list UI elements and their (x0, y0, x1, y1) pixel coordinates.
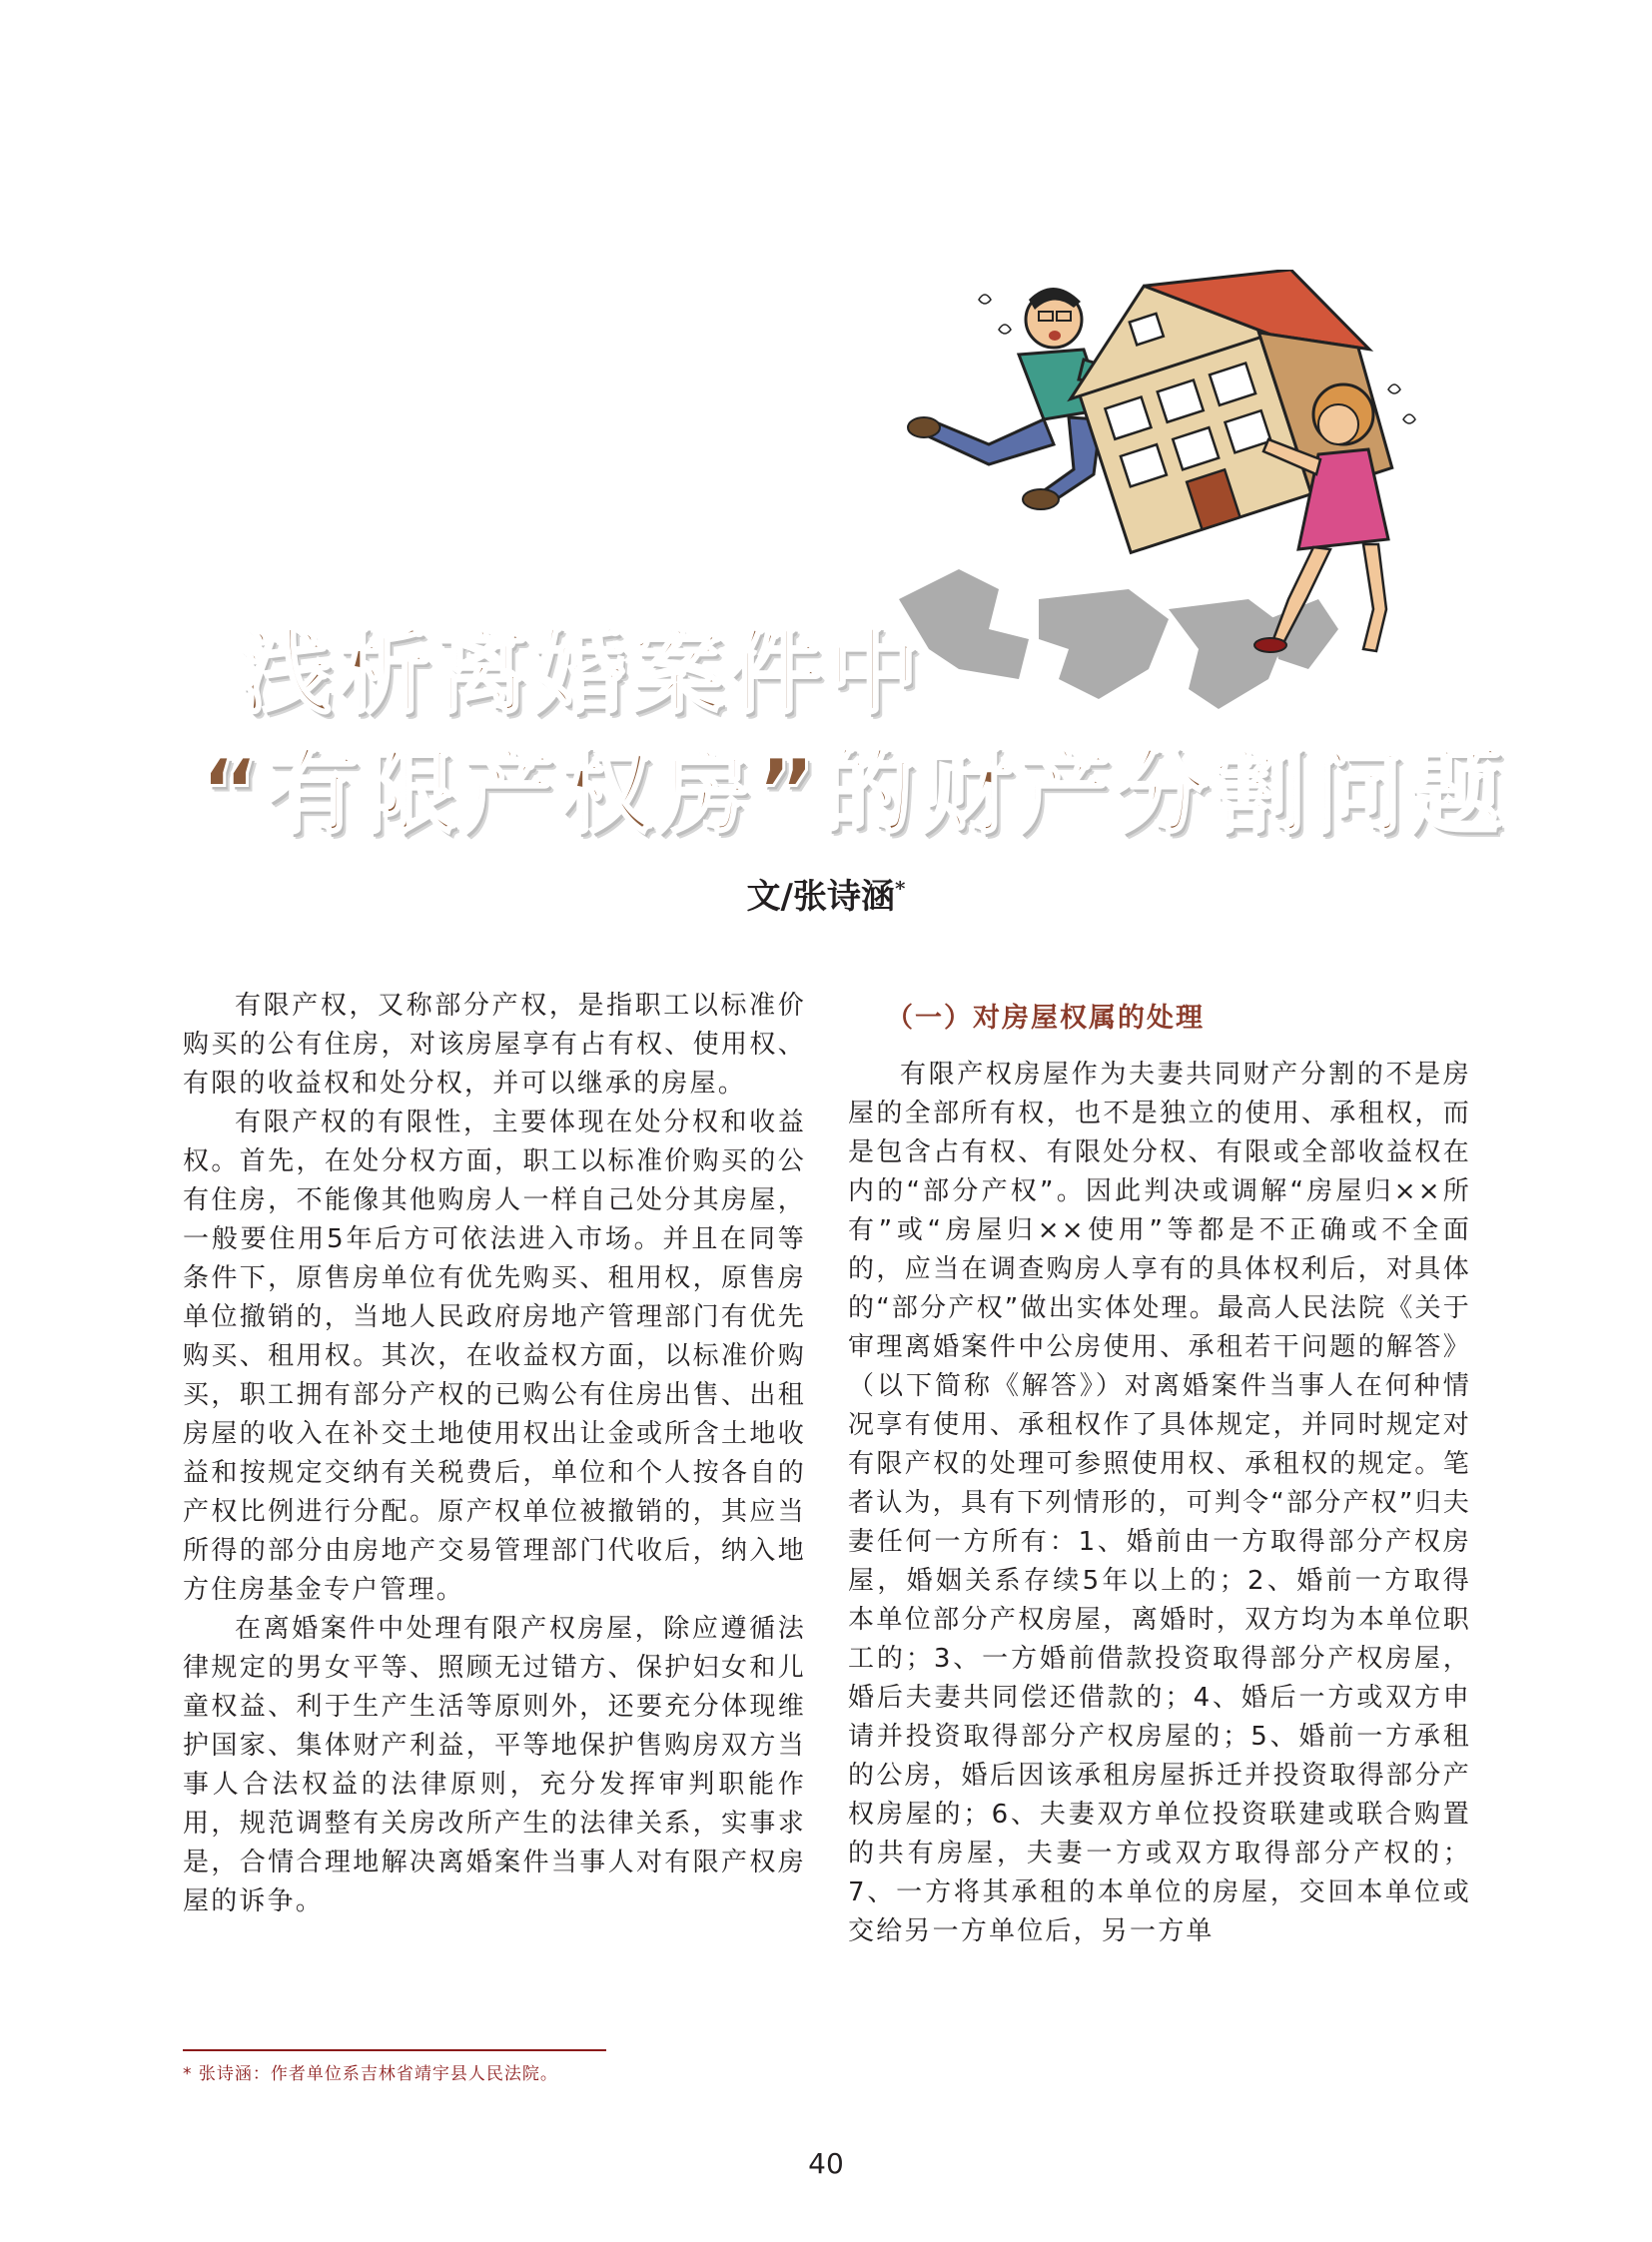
footnote-rule (183, 2049, 606, 2051)
paragraph: 在离婚案件中处理有限产权房屋，除应遵循法律规定的男女平等、照顾无过错方、保护妇女和儿童权益、利于生产生活等原则外，还要充分体现维护国家、集体财产利益，平等地保护售购房双方当事人合法权益的法律原则，充分发挥审判职能作用，规范调整有关房改所产生的法律关系，实事求是，合情合理地解决离婚案件当事人对有限产权房屋的诉争。 (183, 1614, 806, 1916)
paragraph: 有限产权房屋作为夫妻共同财产分割的不是房屋的全部所有权，也不是独立的使用、承租权，而是包含占有权、有限处分权、有限或全部收益权在内的“部分产权”。因此判决或调解“房屋归××所有”或“房屋归××使用”等都是不正确或不全面的，应当在调查购房人享有的具体权利后，对具体的“部分产权”做出实体处理。最高人民法院《关于审理离婚案件中公房使用、承租若干问题的解答》（以下简称《解答》）对离婚案件当事人在何种情况享有使用、承租权作了具体规定，并同时规定对有限产权的处理可参照使用权、承租权的规定。笔者认为，具有下列情形的，可判令“部分产权”归夫妻任何一方所有：1、婚前由一方取得部分产权房屋，婚姻关系存续5年以上的；2、婚前一方取得本单位部分产权房屋，离婚时，双方均为本单位职工的；3、一方婚前借款投资取得部分产权房屋，婚后夫妻共同偿还借款的；4、婚后一方或双方申请并投资取得部分产权房屋的；5、婚前一方承租的公房，婚后因该承租房屋拆迁并投资取得部分产权房屋的；6、夫妻双方单位投资联建或联合购置的共有房屋，夫妻一方或双方取得部分产权的；7、一方将其承租的本单位的房屋，交回本单位或交给另一方单位后，另一方单 (848, 1060, 1471, 1946)
byline (0, 869, 1652, 918)
footnote: * 张诗涵：作者单位系吉林省靖宇县人民法院。 (183, 2064, 558, 2084)
title-line-2: “有限产权房”的财产分割问题 (200, 739, 1507, 846)
title-line-1: 浅析离婚案件中 (240, 619, 926, 726)
paragraph: 有限产权的有限性，主要体现在处分权和收益权。首先，在处分权方面，职工以标准价购买的公有住房，不能像其他购房人一样自己处分其房屋，一般要住用5年后方可依法进入市场。并且在同等条件下，原售房单位有优先购买、租用权，原售房单位撤销的，当地人民政府房地产管理部门有优先购买、租用权。其次，在收益权方面，以标准价购买，职工拥有部分产权的已购公有住房出售、出租房屋的收入在补交土地使用权出让金或所含土地收益和按规定交纳有关税费后，单位和个人按各自的产权比例进行分配。原产权单位被撤销的，其应当所得的部分由房地产交易管理部门代收后，纳入地方住房基金专户管理。 (183, 1108, 806, 1605)
author-name: 文/张诗涵 (746, 877, 895, 917)
author-footnote-marker: * (894, 876, 906, 901)
right-column (848, 987, 1471, 1951)
page-number: 40 (808, 2147, 844, 2180)
section-heading: （一）对房屋权属的处理 (886, 1003, 1205, 1034)
left-column (183, 987, 806, 1921)
paragraph: 有限产权，又称部分产权，是指职工以标准价购买的公有住房，对该房屋享有占有权、使用权、有限的收益权和处分权，并可以继承的房屋。 (183, 991, 806, 1099)
